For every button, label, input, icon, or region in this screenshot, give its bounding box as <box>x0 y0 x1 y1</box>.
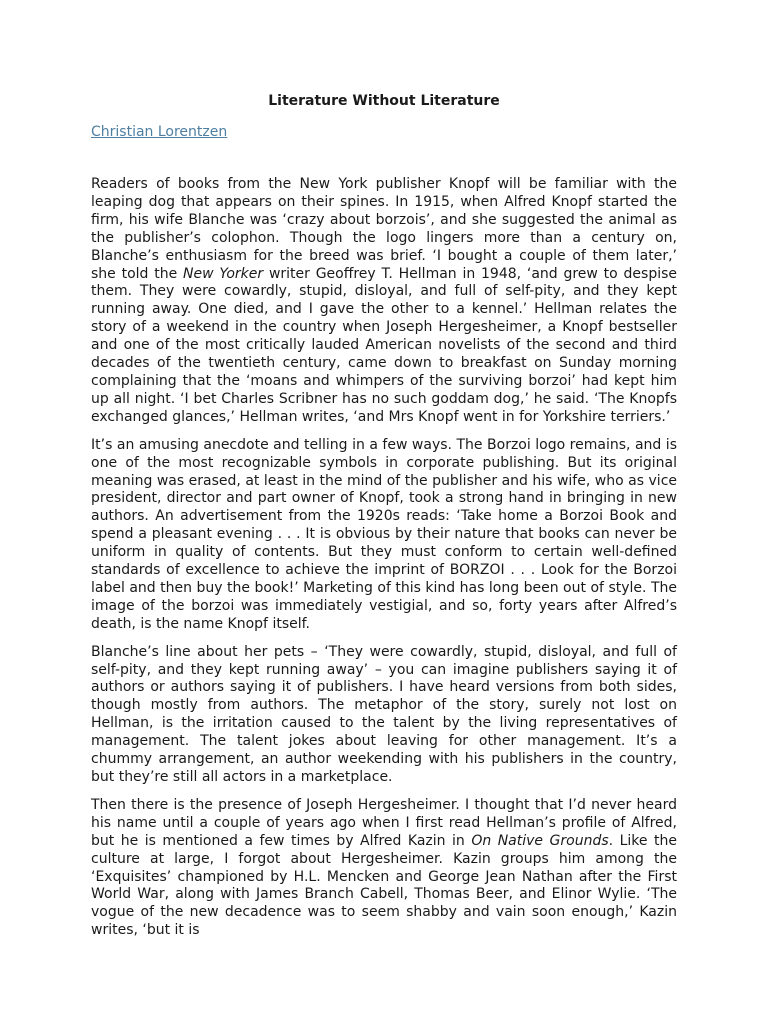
author-line <box>91 121 677 176</box>
paragraph-text: writer Geoffrey T. Hellman in 1948, ‘and grew to despise them. They were cowardly, stupid, disloyal, and full of self-pity, and they kept running away. One died, and I gave the other to a kennel.’ Hellman relates the story of a weekend in the country when Joseph Hergesheimer, a Knopf bestseller and one of the most critically lauded American novelists of the second and third decades of the twentieth century, came down to breakfast on Sunday morning complaining that the ‘moans and whimpers of the surviving borzoi’ had kept him up all night. ‘I bet Charles Scribner has no such goddam dog,’ he said. ‘The Knopfs exchanged glances,’ Hellman writes, ‘and Mrs Knopf went in for Yorkshire terriers.’ <box>91 265 677 425</box>
body-paragraph <box>91 797 677 940</box>
body-paragraph <box>91 644 677 787</box>
paragraph-text: Blanche’s line about her pets – ‘They were cowardly, stupid, disloyal, and full of self-pity, and they kept running away’ – you can imagine publishers saying it of authors or authors saying it of publishers. I have heard versions from both sides, though mostly from authors. The metaphor of the story, surely not lost on Hellman, is the irritation caused to the talent by the living representatives of management. The talent jokes about leaving for other management. It’s a chummy arrangement, an author weekending with his publishers in the country, but they’re still all actors in a marketplace. <box>91 643 677 785</box>
author-link[interactable]: Christian Lorentzen <box>91 124 228 140</box>
body-paragraph <box>91 437 677 634</box>
italic-title-text: On Native Grounds <box>471 832 609 849</box>
article-body <box>91 176 677 940</box>
document-title: Literature Without Literature <box>268 93 500 109</box>
paragraph-text: It’s an amusing anecdote and telling in a few ways. The Borzoi logo remains, and is one of the most recognizable symbols in corporate publishing. But its original meaning was erased, at least in the mind of the publisher and his wife, who as vice president, director and part owner of Knopf, took a strong hand in bringing in new authors. An advertisement from the 1920s reads: ‘Take home a Borzoi Book and spend a pleasant evening . . . It is obvious by their nature that books can never be uniform in quality of contents. But they must conform to certain well-defined standards of excellence to achieve the imprint of BORZOI . . . Look for the Borzoi label and then buy the book!’ Marketing of this kind has long been out of style. The image of the borzoi was immediately vestigial, and so, forty years after Alfred’s death, is the name Knopf itself. <box>91 436 677 632</box>
paragraph-text: . Like the culture at large, I forgot about Hergesheimer. Kazin groups him among the ‘Exquisites’ championed by H.L. Mencken and George Jean Nathan after the First World War, along with James Branch Cabell, Thomas Beer, and Elinor Wylie. ‘The vogue of the new decadence was to seem shabby and vain soon enough,’ Kazin writes, ‘but it is <box>91 832 677 939</box>
body-paragraph <box>91 176 677 427</box>
paragraph-text: Readers of books from the New York publisher Knopf will be familiar with the leaping dog that appears on their spines. In 1915, when Alfred Knopf started the firm, his wife Blanche was ‘crazy about borzois’, and she suggested the animal as the publisher’s colophon. Though the logo lingers more than a century on, Blanche’s enthusiasm for the breed was brief. ‘I bought a couple of them later,’ she told the <box>91 176 677 282</box>
italic-title-text: New Yorker <box>182 265 264 282</box>
paragraph-text: Then there is the presence of Joseph Hergesheimer. I thought that I’d never heard his name until a couple of years ago when I first read Hellman’s profile of Alfred, but he is mentioned a few times by Alfred Kazin in <box>91 796 677 849</box>
